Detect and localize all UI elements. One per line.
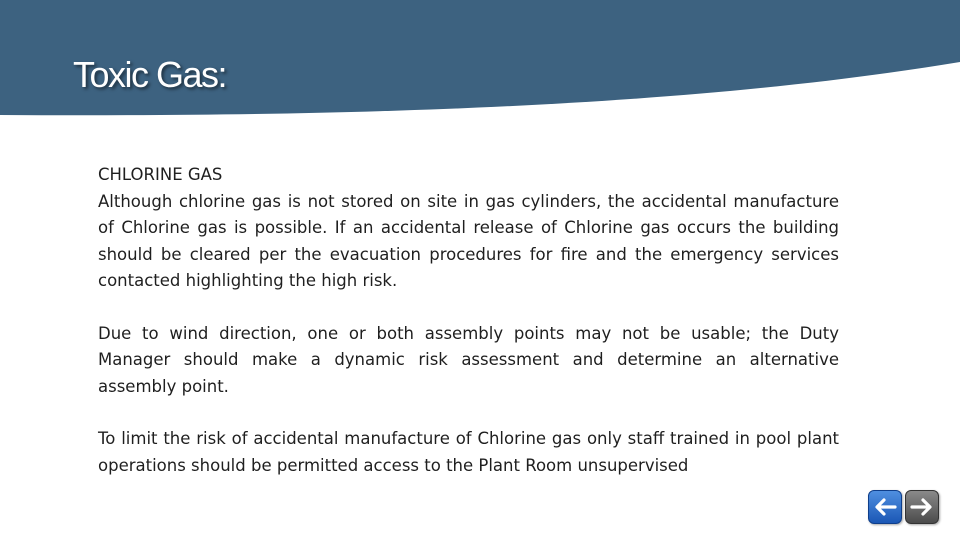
next-button[interactable]: [905, 490, 939, 524]
back-button[interactable]: [868, 490, 902, 524]
slide-title: Toxic Gas:: [73, 54, 227, 95]
slide-body: [98, 162, 839, 479]
section-heading: CHLORINE GAS: [98, 165, 223, 184]
slide-navigation: [868, 490, 939, 524]
arrow-right-icon: [910, 497, 934, 517]
arrow-left-icon: [873, 497, 897, 517]
paragraph-chlorine-release: Although chlorine gas is not stored on site in gas cylinders, the accidental manufacture of Chlorine gas is possible. If an accidental release of Chlorine gas occurs the building should be cleared per the evacuation procedures for fire and the emergency services contacted highlighting the high risk.: [98, 191, 839, 290]
paragraph-wind-direction: Due to wind direction, one or both assembly points may not be usable; the Duty Manager should make a dynamic risk assessment and determine an alternative assembly point.: [98, 323, 839, 396]
paragraph-access-control: To limit the risk of accidental manufacture of Chlorine gas only staff trained in pool plant operations should be permitted access to the Plant Room unsupervised: [98, 429, 839, 475]
